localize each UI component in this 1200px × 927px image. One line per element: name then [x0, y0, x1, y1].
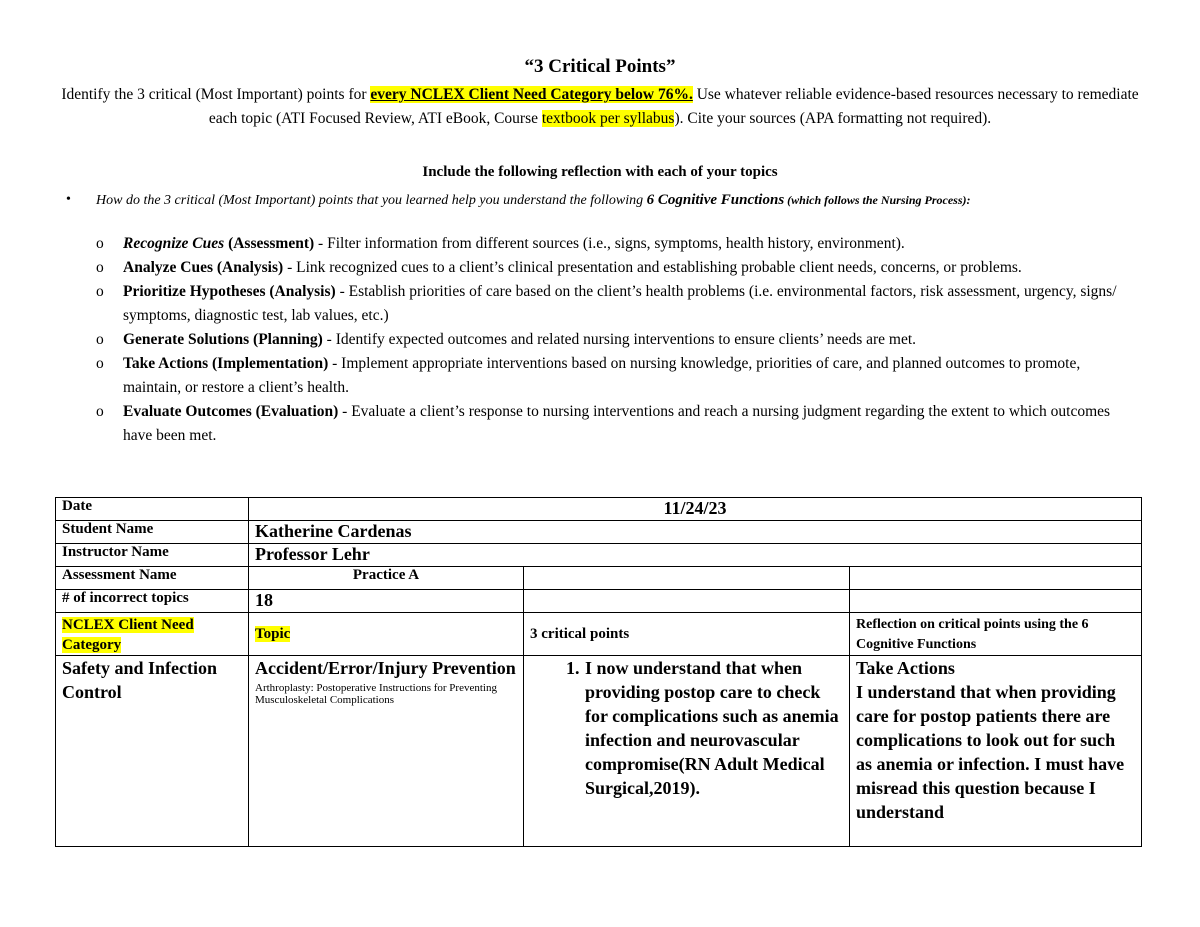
- table-row: [56, 498, 1142, 521]
- student-label: Student Name: [56, 521, 249, 544]
- list-item: [96, 232, 1141, 256]
- list-bullet: o: [96, 403, 104, 420]
- table-row: [56, 544, 1142, 567]
- intro-text-2: Use whatever reliable evidence-based resources necessary to remediate each topic (ATI Focused Review, ATI eBook, Course: [208, 86, 1139, 127]
- bullet-text: How do the 3 critical (Most Important) points that you learned help you understand the following: [96, 193, 647, 208]
- category-cell: Safety and Infection Control: [56, 656, 249, 847]
- remediation-table: [55, 497, 1142, 847]
- instructor-label: Instructor Name: [56, 544, 249, 567]
- table-row: [56, 590, 1142, 613]
- empty-cell: [524, 567, 850, 590]
- instructions-paragraph: [60, 83, 1140, 131]
- bullet-small: (which follows the Nursing Process):: [784, 193, 971, 207]
- include-heading: Include the following reflection with each of your topics: [422, 164, 778, 180]
- list-item: [96, 328, 1141, 352]
- function-name: Take Actions: [123, 355, 209, 372]
- incorrect-value: 18: [249, 590, 524, 613]
- bullet-symbol: •: [66, 192, 71, 207]
- incorrect-label: # of incorrect topics: [56, 590, 249, 613]
- point-text: I now understand that when providing postop care to check for complications such as anemia infection and neurovascular compromise(RN Adult Medical Surgical,2019).: [585, 658, 839, 798]
- table-row: [56, 521, 1142, 544]
- list-item: [96, 280, 1141, 328]
- page-title: “3 Critical Points”: [524, 56, 676, 77]
- function-desc: - Establish priorities of care based on the client’s health problems (i.e. environmental factors, risk assessment, urgency, signs/ symptoms, diagnostic test, lab values, etc.): [123, 283, 1117, 324]
- empty-cell: [850, 590, 1142, 613]
- function-desc: - Filter information from different sources (i.e., signs, symptoms, health history, environment).: [314, 235, 905, 252]
- main-bullet: [66, 190, 1136, 211]
- assessment-label: Assessment Name: [56, 567, 249, 590]
- instructor-value: Professor Lehr: [249, 544, 1142, 567]
- col-reflection-header: Reflection on critical points using the 6 Cognitive Functions: [850, 613, 1142, 656]
- function-phase: (Analysis): [212, 259, 284, 276]
- date-value: 11/24/23: [249, 498, 1142, 521]
- function-phase: (Implementation): [208, 355, 329, 372]
- table-row: [56, 656, 1142, 847]
- function-name: Evaluate Outcomes: [123, 403, 252, 420]
- reflection-heading: Take Actions: [856, 658, 955, 678]
- topic-cell: [249, 656, 524, 847]
- list-bullet: o: [96, 235, 104, 252]
- intro-highlight-textbook: textbook per syllabus: [541, 110, 675, 127]
- point-number: 1.: [566, 658, 580, 678]
- list-bullet: o: [96, 355, 104, 372]
- function-desc: - Implement appropriate interventions based on nursing knowledge, priorities of care, and planned outcomes to promote, maintain, or restore a client’s health.: [123, 355, 1081, 396]
- cognitive-functions-list: [96, 232, 1141, 448]
- list-bullet: o: [96, 259, 104, 276]
- function-desc: - Link recognized cues to a client’s clinical presentation and establishing probable client needs, concerns, or problems.: [283, 259, 1022, 276]
- col-category-header: NCLEX Client Need Category: [62, 617, 194, 653]
- function-phase: (Evaluation): [251, 403, 339, 420]
- student-value: Katherine Cardenas: [249, 521, 1142, 544]
- empty-cell: [850, 567, 1142, 590]
- table-header-row: [56, 613, 1142, 656]
- topic-title: Accident/Error/Injury Prevention: [255, 658, 516, 678]
- critical-points-cell: [524, 656, 850, 847]
- function-name: Analyze Cues: [123, 259, 213, 276]
- function-name: Prioritize Hypotheses: [123, 283, 266, 300]
- bullet-bold: 6 Cognitive Functions: [646, 192, 785, 208]
- date-label: Date: [56, 498, 249, 521]
- topic-subtitle: Arthroplasty: Postoperative Instructions for Preventing Musculoskeletal Complications: [255, 682, 497, 706]
- intro-highlight-category: every NCLEX Client Need Category below 76%.: [370, 86, 693, 103]
- reflection-cell: [850, 656, 1142, 847]
- col-topic-header: Topic: [255, 626, 291, 642]
- function-phase: (Planning): [249, 331, 323, 348]
- function-phase: (Analysis): [265, 283, 336, 300]
- function-desc: - Identify expected outcomes and related nursing interventions to ensure clients’ needs are met.: [322, 331, 917, 348]
- function-phase: (Assessment): [224, 235, 315, 252]
- list-item: [96, 352, 1141, 400]
- list-item: [96, 400, 1141, 448]
- function-desc: - Evaluate a client’s response to nursing interventions and reach a nursing judgment regarding the extent to which outcomes have been met.: [123, 403, 1111, 444]
- reflection-text: I understand that when providing care for postop patients there are complications to look out for such as anemia or infection. I must have misread this question because I understand: [856, 682, 1125, 822]
- list-bullet: o: [96, 283, 104, 300]
- function-name: Recognize Cues: [123, 235, 225, 252]
- intro-text-1: Identify the 3 critical (Most Important) points for: [61, 86, 371, 103]
- intro-text-3: ). Cite your sources (APA formatting not required).: [674, 110, 992, 127]
- table-row: [56, 567, 1142, 590]
- function-name: Generate Solutions: [123, 331, 250, 348]
- assessment-value: Practice A: [249, 567, 524, 590]
- empty-cell: [524, 590, 850, 613]
- col-points-header: 3 critical points: [524, 613, 850, 656]
- list-bullet: o: [96, 331, 104, 348]
- list-item: [96, 256, 1141, 280]
